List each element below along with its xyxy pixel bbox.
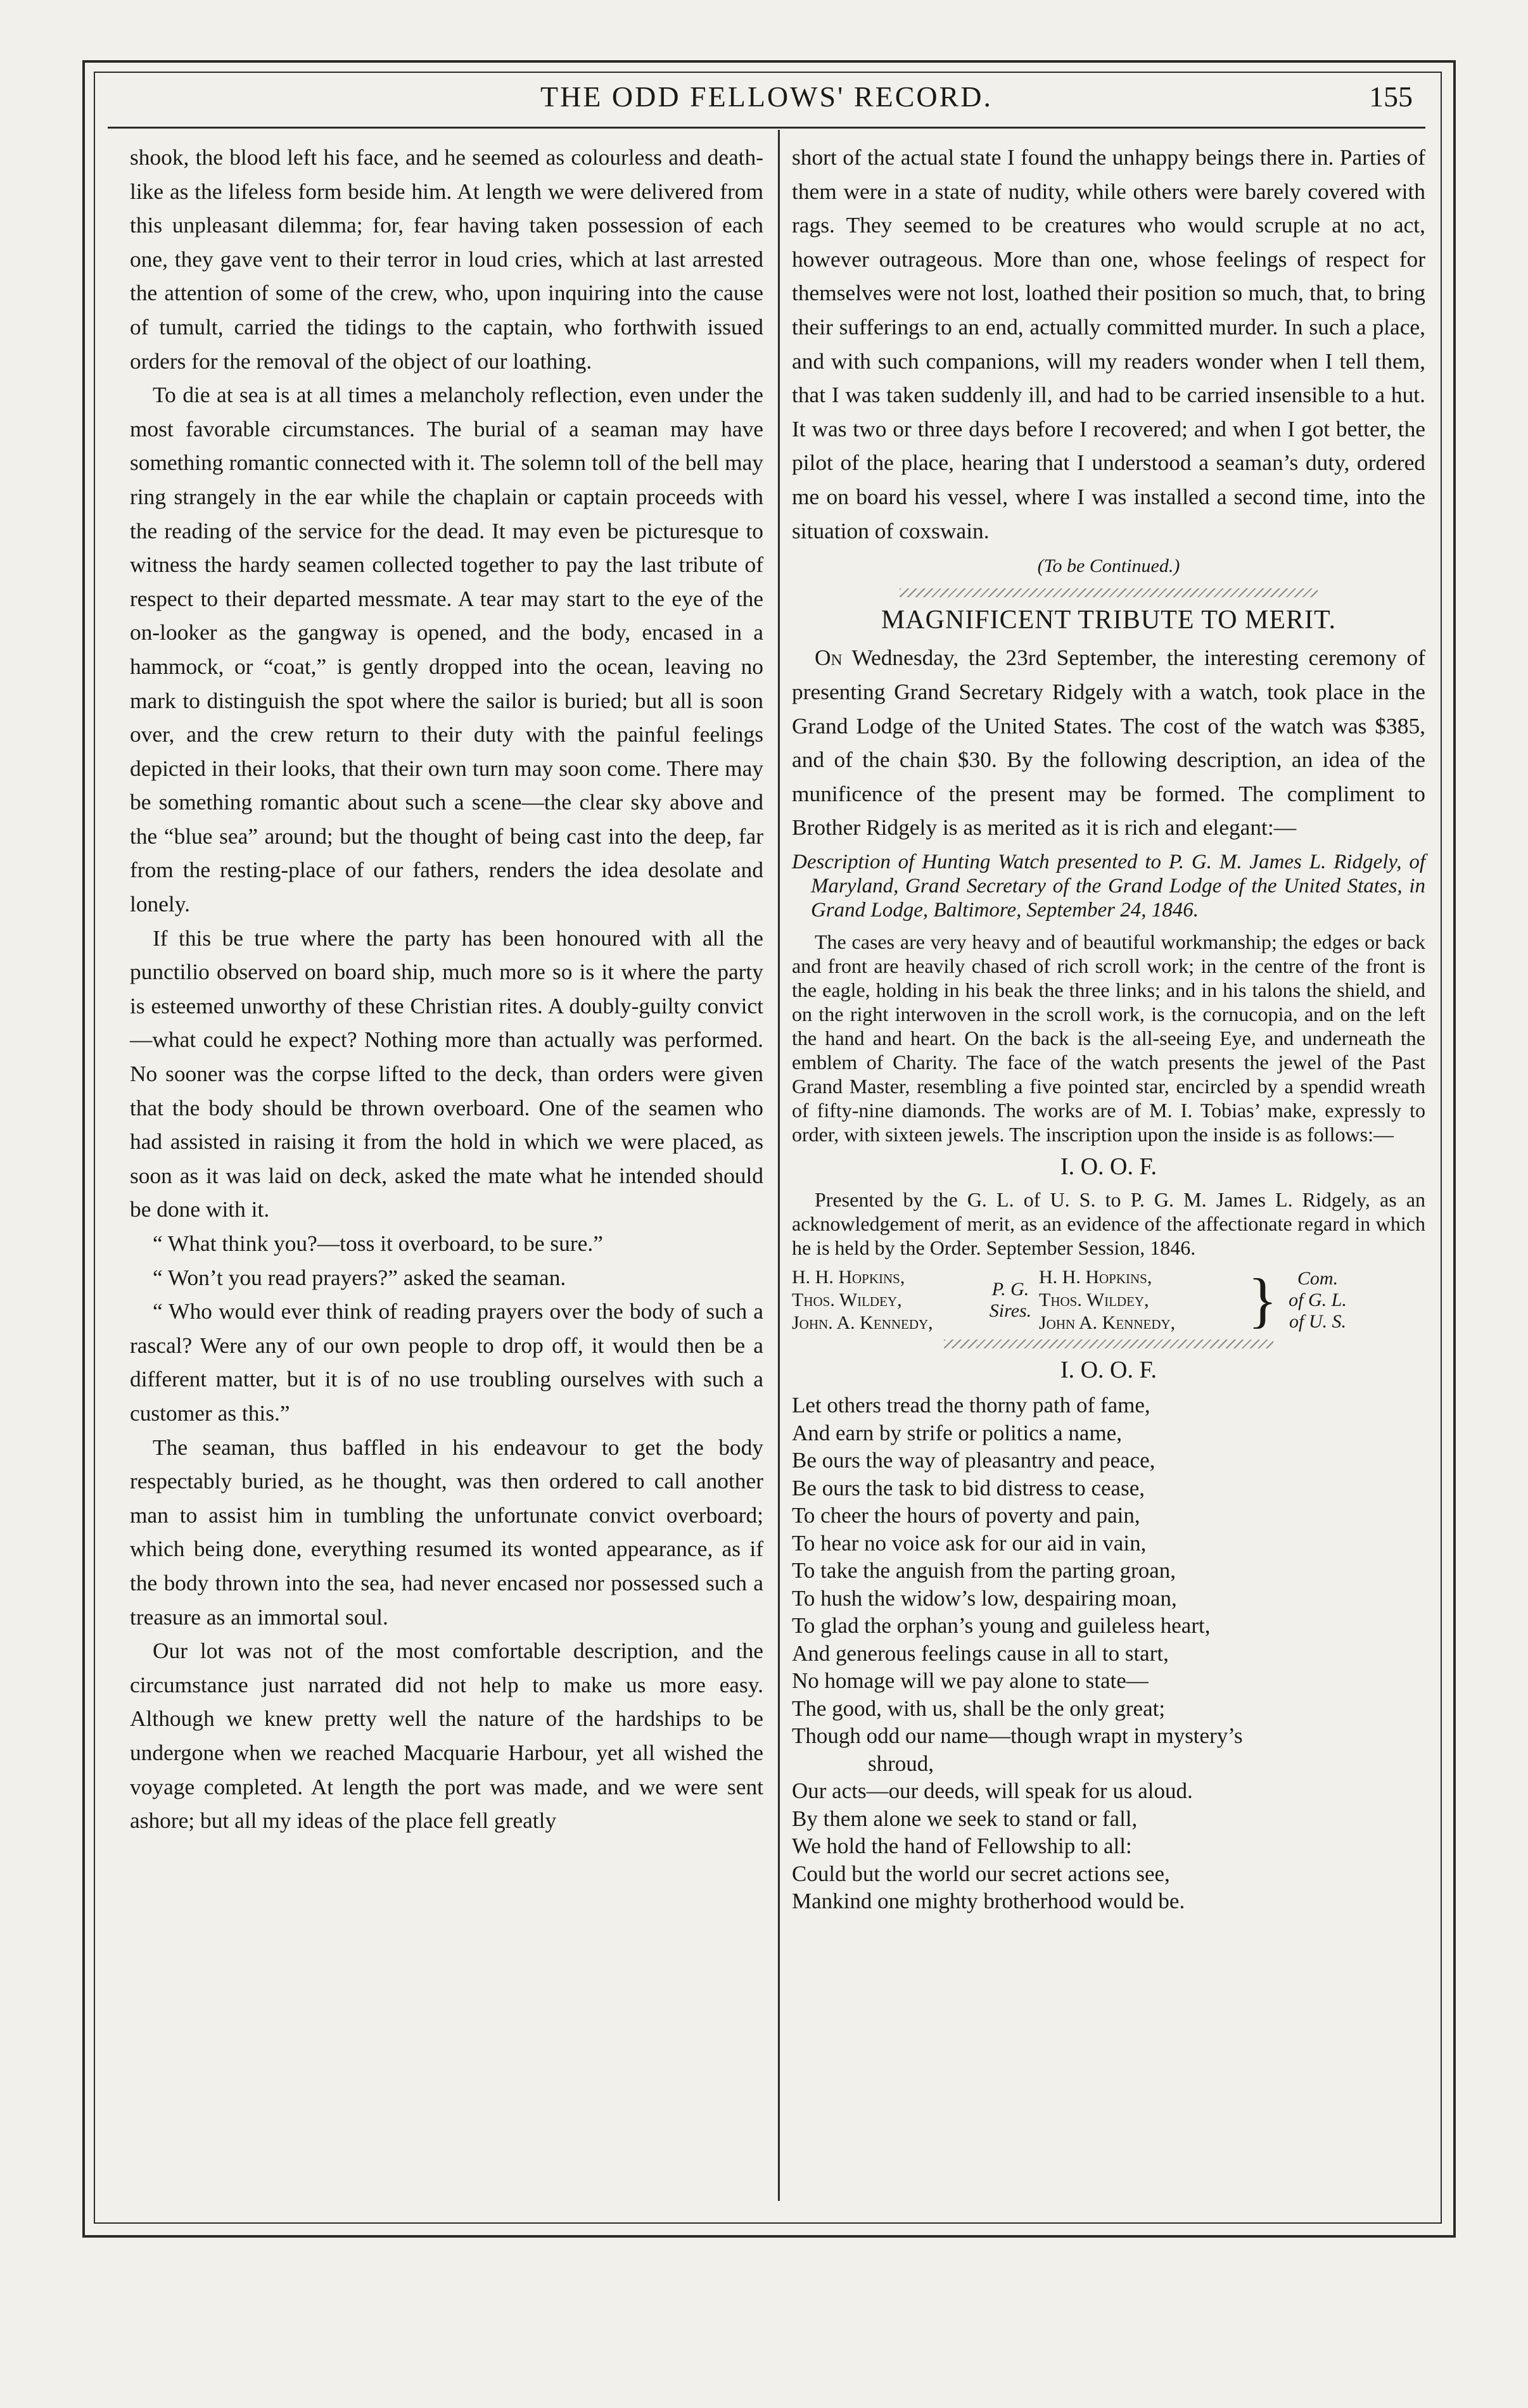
signature-name: John A. Kennedy, xyxy=(1039,1312,1176,1334)
poem-line: And earn by strife or politics a name, xyxy=(792,1420,1122,1445)
signatures-right xyxy=(1039,1266,1248,1334)
poem-line: Our acts—our deeds, will speak for us aloud. xyxy=(792,1778,1193,1804)
paragraph: The seaman, thus baffled in his endeavour to get the body respectably buried, as he thought, was then ordered to call another man to assist him in tumbling the unfortunate convict overboard; which being done, everything resumed its wonted appearance, as if the body thrown into the sea, had never encased nor possessed such a treasure as an immortal soul. xyxy=(130,1434,763,1630)
ornamental-rule xyxy=(944,1340,1273,1348)
article-intro xyxy=(792,641,1425,845)
poem-line: Mankind one mighty brotherhood would be. xyxy=(792,1889,1185,1914)
signatures-left xyxy=(792,1266,982,1334)
signature-name: John. A. Kennedy, xyxy=(792,1312,933,1334)
journal-title: THE ODD FELLOWS' RECORD. xyxy=(540,80,993,113)
role-line: Com. xyxy=(1297,1268,1339,1290)
signatures-right-role xyxy=(1273,1268,1362,1333)
description-body: The cases are very heavy and of beautiful workmanship; the edges or back and front are heavily chased of rich scroll work; in the centre of the front is the eagle, holding in his beak the three links; and in his talons the shield, and on the right interwoven in the scroll work, is the cornucopia, and on the left the hand and heart. On the back is the all-seeing Eye, and underneath the emblem of Charity. The face of the watch presents the jewel of the Past Grand Master, resembling a five pointed star, encircled by a spendid wreath of fifty-nine diamonds. The works are of M. I. Tobias’ make, expressly to order, with sixteen jewels. The inscription upon the inside is as follows:— xyxy=(792,930,1425,1146)
right-brace: } xyxy=(1248,1266,1278,1334)
signature-block xyxy=(792,1266,1425,1334)
left-column xyxy=(130,141,763,1838)
to-be-continued-note: (To be Continued.) xyxy=(1037,555,1180,577)
role-line: of G. L. xyxy=(1289,1290,1347,1311)
poem-line: Let others tread the thorny path of fame, xyxy=(792,1393,1150,1418)
inscription-body: Presented by the G. L. of U. S. to P. G. M. James L. Ridgely, as an acknowledgement of merit, as an evidence of the affectionate regard in which he is held by the Order. September Session, 1846. xyxy=(792,1188,1425,1260)
poem-line: Could but the world our secret actions see, xyxy=(792,1861,1170,1886)
description-heading: Description of Hunting Watch presented to P. G. M. James L. Ridgely, of Maryland, Grand Secretary of the Grand Lodge of the United States, in Grand Lodge, Baltimore, September 24, 1846. xyxy=(792,850,1425,922)
signatures-left-role xyxy=(982,1279,1039,1322)
signature-name: H. H. Hopkins, xyxy=(1039,1267,1152,1288)
role-line: P. G. xyxy=(991,1279,1029,1300)
running-header xyxy=(108,76,1425,129)
poem-line: To hush the widow’s low, despairing moan, xyxy=(792,1585,1177,1611)
poem-line: To hear no voice ask for our aid in vain, xyxy=(792,1530,1147,1556)
page-number: 155 xyxy=(1369,80,1413,113)
signature-name: Thos. Wildey, xyxy=(792,1290,902,1311)
article-intro-text: Wednesday, the 23rd September, the interesting ceremony of presenting Grand Secretary Ridgely with a watch, took place in the Grand Lodge of the United States. The cost of the watch was $385, and of the chain $30. By the following description, an idea of the munificence of the present may be formed. The compliment to Brother Ridgely is as merited as it is rich and elegant:— xyxy=(792,645,1425,840)
poem-line: Though odd our name—though wrapt in mystery’s xyxy=(792,1723,1243,1749)
poem-line: The good, with us, shall be the only great; xyxy=(792,1695,1166,1721)
dialogue-line: “ Who would ever think of reading prayers over the body of such a rascal? Were any of our own people to drop off, it would then be a different matter, but it is of no use troubling ourselves with such a customer as this.” xyxy=(130,1298,763,1426)
paragraph: Our lot was not of the most comfortable description, and the circumstance just narrated did not help to make us more easy. Although we knew pretty well the nature of the hardships to be undergone when we reached Macquarie Harbour, yet all wished the voyage completed. At length the port was made, and we were sent ashore; but all my ideas of the place fell greatly xyxy=(130,1638,763,1834)
poem-line: Be ours the way of pleasantry and peace, xyxy=(792,1448,1156,1473)
signature-name: H. H. Hopkins, xyxy=(792,1267,905,1288)
dialogue-line: “ Won’t you read prayers?” asked the seaman. xyxy=(153,1264,566,1290)
paragraph: short of the actual state I found the unhappy beings there in. Parties of them were in a state of nudity, while others were barely covered with rags. They seemed to be creatures who would scruple at no act, however outrageous. More than one, whose feelings of respect for themselves were not lost, loathed their position so much, that, to bring their sufferings to an end, actually committed murder. In such a place, and with such companions, will my readers wonder when I tell them, that I was taken suddenly ill, and had to be carried insensible to a hut. It was two or three days before I recovered; and when I got better, the pilot of the place, hearing that I understood a seaman’s duty, ordered me on board his vessel, where I was installed a second time, into the situation of coxswain. xyxy=(792,144,1425,543)
column-divider xyxy=(778,130,780,2201)
poem-line: shroud, xyxy=(868,1751,934,1776)
poem-line: To cheer the hours of poverty and pain, xyxy=(792,1503,1140,1528)
poem-line: No homage will we pay alone to state— xyxy=(792,1668,1149,1694)
poem xyxy=(792,1391,1425,1915)
poem-line: To take the anguish from the parting groan, xyxy=(792,1558,1176,1583)
poem-line: And generous feelings cause in all to start, xyxy=(792,1640,1169,1666)
article-first-word: On xyxy=(815,645,843,671)
poem-title: I. O. O. F. xyxy=(1060,1357,1157,1384)
role-line: of U. S. xyxy=(1289,1311,1346,1333)
ornamental-rule xyxy=(900,588,1318,597)
paragraph: To die at sea is at all times a melancholy reflection, even under the most favorable circumstances. The burial of a seaman may have something romantic connected with it. The solemn toll of the bell may ring strangely in the ear while the chaplain or captain proceeds with the reading of the service for the dead. It may even be picturesque to witness the hardy seamen collected together to pay the last tribute of respect to their departed messmate. A tear may start to the eye of the on-looker as the gangway is opened, and the body, encased in a hammock, or “coat,” is gently dropped into the ocean, leaving no mark to distinguish the spot where the sailor is buried; but all is soon over, and the crew return to their duty with the painful feelings depicted in their looks, that their own turn may soon come. There may be something romantic about such a scene—the clear sky above and the “blue sea” around; but the thought of being cast into the deep, far from the resting-place of our fathers, renders the idea desolate and lonely. xyxy=(130,382,763,917)
dialogue-line: “ What think you?—toss it overboard, to be sure.” xyxy=(153,1231,603,1256)
signature-name: Thos. Wildey, xyxy=(1039,1290,1149,1311)
poem-line: To glad the orphan’s young and guileless heart, xyxy=(792,1613,1211,1638)
right-column xyxy=(792,141,1425,1915)
paragraph: If this be true where the party has been honoured with all the punctilio observed on board ship, much more so is it where the party is esteemed unworthy of these Christian rites. A doubly-guilty convict—what could he expect? Nothing more than actually was performed. No sooner was the corpse lifted to the deck, than orders were given that the body should be thrown overboard. One of the seamen who had assisted in raising it from the hold in which we were placed, as soon as it was laid on deck, asked the mate what he intended should be done with it. xyxy=(130,925,763,1222)
poem-line: We hold the hand of Fellowship to all: xyxy=(792,1834,1132,1859)
inscription-title: I. O. O. F. xyxy=(1060,1153,1157,1180)
poem-line: By them alone we seek to stand or fall, xyxy=(792,1806,1138,1831)
role-line: Sires. xyxy=(989,1300,1032,1322)
article-heading: MAGNIFICENT TRIBUTE TO MERIT. xyxy=(881,605,1337,635)
paragraph: shook, the blood left his face, and he seemed as colourless and death-like as the lifeless form beside him. At length we were delivered from this unpleasant dilemma; for, fear having taken possession of each one, they gave vent to their terror in loud cries, which at last arrested the attention of some of the crew, who, upon inquiring into the cause of tumult, carried the tidings to the captain, who forthwith issued orders for the removal of the object of our loathing. xyxy=(130,144,763,374)
poem-line: Be ours the task to bid distress to cease, xyxy=(792,1475,1145,1500)
